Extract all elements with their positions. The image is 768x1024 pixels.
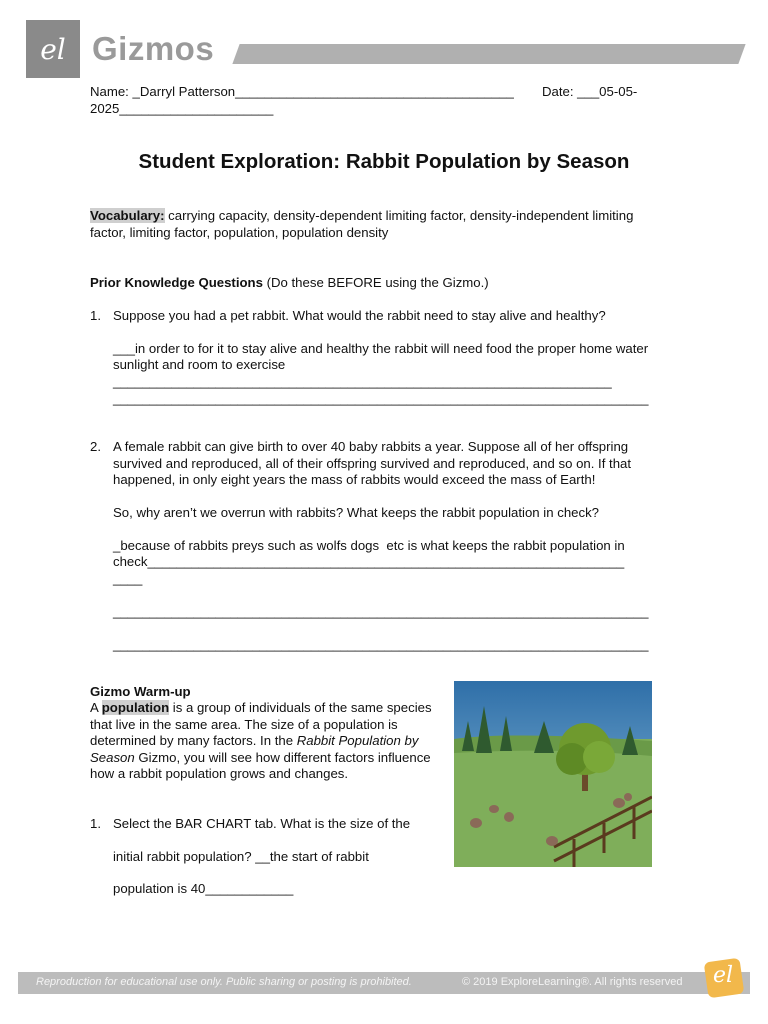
footer-disclaimer: Reproduction for educational use only. Public sharing or posting is prohibited. <box>36 976 412 988</box>
q1-answer-2[interactable]: sunlight and room to exercise <box>113 357 286 372</box>
prior-knowledge-note: (Do these BEFORE using the Gizmo.) <box>262 275 489 290</box>
q2-text-2: survived and reproduced, all of their offspring survived and reproduced, and so on. If that <box>113 456 632 471</box>
warmup-q1-text-1: Select the BAR CHART tab. What is the size of the <box>113 816 411 831</box>
q2-answer-2[interactable]: check_________________________________________________________________ <box>113 554 625 569</box>
warmup-paragraph <box>90 700 440 783</box>
warmup-q1-answer-2[interactable]: population is 40____________ <box>113 881 294 896</box>
q2-answer-1[interactable]: _because of rabbits preys such as wolfs dogs etc is what keeps the rabbit population in <box>113 538 625 553</box>
header-bar <box>232 44 745 64</box>
prior-knowledge-heading <box>90 275 690 290</box>
q1-number: 1. <box>90 308 101 323</box>
gizmo-name: Rabbit Population by Season <box>90 733 419 765</box>
vocabulary-label: Vocabulary: <box>90 208 165 223</box>
q2-number: 2. <box>90 439 101 454</box>
warmup-text-a: A <box>90 700 102 715</box>
q2-answer-3[interactable]: ____ <box>113 571 143 586</box>
page-title: Student Exploration: Rabbit Population by Season <box>138 150 630 173</box>
q1-question: Suppose you had a pet rabbit. What would the rabbit need to stay alive and healthy? <box>113 308 606 323</box>
warmup-q1-number: 1. <box>90 816 101 831</box>
warmup-heading: Gizmo Warm-up <box>90 684 191 699</box>
q1-blank-2[interactable]: _________________________________________________________________________ <box>113 391 649 406</box>
population-term: population <box>101 700 170 715</box>
q2-question: So, why aren’t we overrun with rabbits? What keeps the rabbit population in check? <box>113 505 600 520</box>
warmup-text-c: Gizmo, you will see how different factors influence how a rabbit population grows and changes. <box>90 749 431 782</box>
q2-blank-2[interactable]: _________________________________________________________________________ <box>113 637 649 652</box>
warmup-text-b: is a group of individuals of the same species that live in the same area. The size of a population is determined by many factors. In the <box>90 700 432 749</box>
name-line: Name: _Darryl Patterson______________________________________ <box>90 84 514 99</box>
vocabulary-terms-2: factor, limiting factor, population, population density <box>90 225 389 240</box>
rabbit-meadow-image <box>454 681 652 867</box>
gizmos-logo <box>26 20 80 78</box>
vocabulary-terms-1: carrying capacity, density-dependent limiting factor, density-independent limiting <box>164 208 634 223</box>
year-line: 2025_____________________ <box>90 101 274 116</box>
logo-glyph: el <box>40 32 66 66</box>
brand-name: Gizmos <box>92 30 215 67</box>
footer-copyright: © 2019 ExploreLearning®. All rights reserved <box>462 976 683 988</box>
q1-blank-1[interactable]: ____________________________________________________________________ <box>113 374 612 389</box>
q2-text-3: happened, in only eight years the mass of rabbits would exceed the mass of Earth! <box>113 472 596 487</box>
q2-blank-1[interactable]: _________________________________________________________________________ <box>113 604 649 619</box>
q2-text-1: A female rabbit can give birth to over 40 baby rabbits a year. Suppose all of her offspring <box>113 439 629 454</box>
prior-knowledge-label: Prior Knowledge Questions <box>90 275 263 290</box>
explorelearning-logo <box>702 956 746 1000</box>
vocabulary-line-1 <box>90 208 690 223</box>
warmup-q1-answer-1[interactable]: initial rabbit population? __the start of rabbit <box>113 849 369 864</box>
footer-logo-glyph: el <box>713 963 734 988</box>
date-line: Date: ___05-05- <box>542 84 638 99</box>
q1-answer-1[interactable]: ___in order to for it to stay alive and healthy the rabbit will need food the proper home water <box>113 341 649 356</box>
